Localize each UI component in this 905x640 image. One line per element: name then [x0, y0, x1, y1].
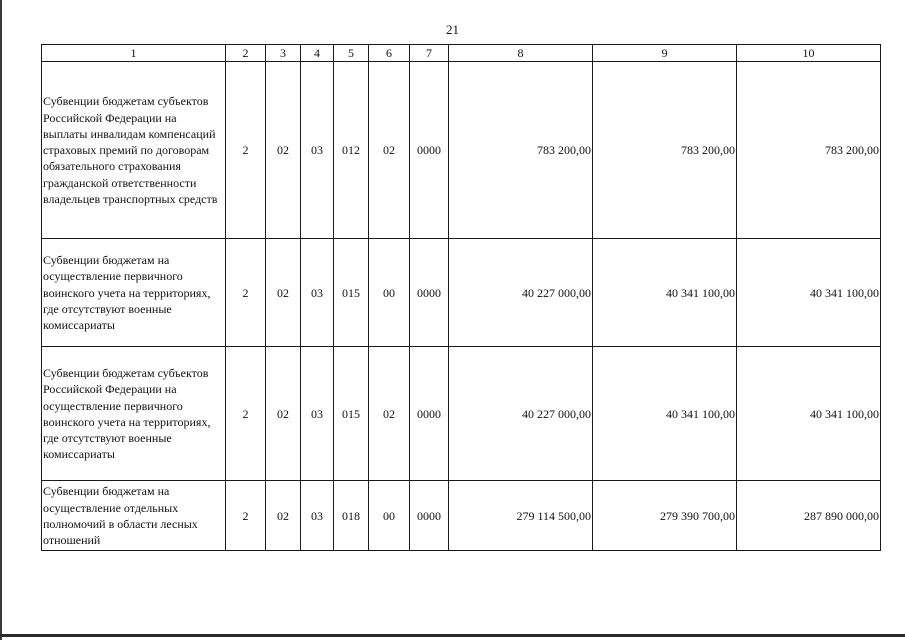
code-6: 00 [369, 239, 410, 347]
column-header-10: 10 [737, 45, 881, 62]
column-header-4: 4 [301, 45, 334, 62]
column-header-3: 3 [266, 45, 301, 62]
column-header-6: 6 [369, 45, 410, 62]
code-2: 2 [226, 347, 266, 481]
code-3: 02 [266, 481, 301, 551]
column-header-2: 2 [226, 45, 266, 62]
code-5: 015 [334, 239, 369, 347]
code-2: 2 [226, 239, 266, 347]
amount-8: 279 114 500,00 [449, 481, 593, 551]
page-number: 21 [446, 22, 459, 37]
amount-8: 40 227 000,00 [449, 239, 593, 347]
amount-9: 40 341 100,00 [593, 239, 737, 347]
header-row [42, 45, 881, 62]
code-7: 0000 [410, 239, 449, 347]
budget-table [41, 44, 881, 551]
code-3: 02 [266, 239, 301, 347]
table-row [42, 347, 881, 481]
amount-10: 40 341 100,00 [737, 239, 881, 347]
amount-10: 287 890 000,00 [737, 481, 881, 551]
amount-8: 40 227 000,00 [449, 347, 593, 481]
code-2: 2 [226, 62, 266, 239]
amount-10: 783 200,00 [737, 62, 881, 239]
row-name: Субвенции бюджетам на осуществление первичного воинского учета на территориях, где отсутствуют военные комиссариаты [42, 239, 226, 347]
code-5: 015 [334, 347, 369, 481]
column-header-8: 8 [449, 45, 593, 62]
column-header-1: 1 [42, 45, 226, 62]
code-7: 0000 [410, 347, 449, 481]
code-5: 012 [334, 62, 369, 239]
table-row [42, 62, 881, 239]
code-4: 03 [301, 239, 334, 347]
amount-9: 40 341 100,00 [593, 347, 737, 481]
code-4: 03 [301, 62, 334, 239]
table-row [42, 239, 881, 347]
column-header-7: 7 [410, 45, 449, 62]
amount-9: 279 390 700,00 [593, 481, 737, 551]
code-6: 02 [369, 62, 410, 239]
amount-9: 783 200,00 [593, 62, 737, 239]
row-name: Субвенции бюджетам на осуществление отдельных полномочий в области лесных отношений [42, 481, 226, 551]
amount-10: 40 341 100,00 [737, 347, 881, 481]
amount-8: 783 200,00 [449, 62, 593, 239]
scan-border-bottom [0, 634, 905, 637]
row-name: Субвенции бюджетам субъектов Российской Федерации на выплаты инвалидам компенсаций страховых премий по договорам обязательного страхования гражданской ответственности владельцев транспортных средств [42, 62, 226, 239]
column-header-5: 5 [334, 45, 369, 62]
code-7: 0000 [410, 481, 449, 551]
code-4: 03 [301, 481, 334, 551]
code-6: 02 [369, 347, 410, 481]
code-2: 2 [226, 481, 266, 551]
code-3: 02 [266, 347, 301, 481]
code-6: 00 [369, 481, 410, 551]
column-header-9: 9 [593, 45, 737, 62]
table-row [42, 481, 881, 551]
code-4: 03 [301, 347, 334, 481]
code-5: 018 [334, 481, 369, 551]
code-3: 02 [266, 62, 301, 239]
row-name: Субвенции бюджетам субъектов Российской Федерации на осуществление первичного воинского учета на территориях, где отсутствуют военные комиссариаты [42, 347, 226, 481]
scan-border-left [0, 0, 2, 640]
code-7: 0000 [410, 62, 449, 239]
